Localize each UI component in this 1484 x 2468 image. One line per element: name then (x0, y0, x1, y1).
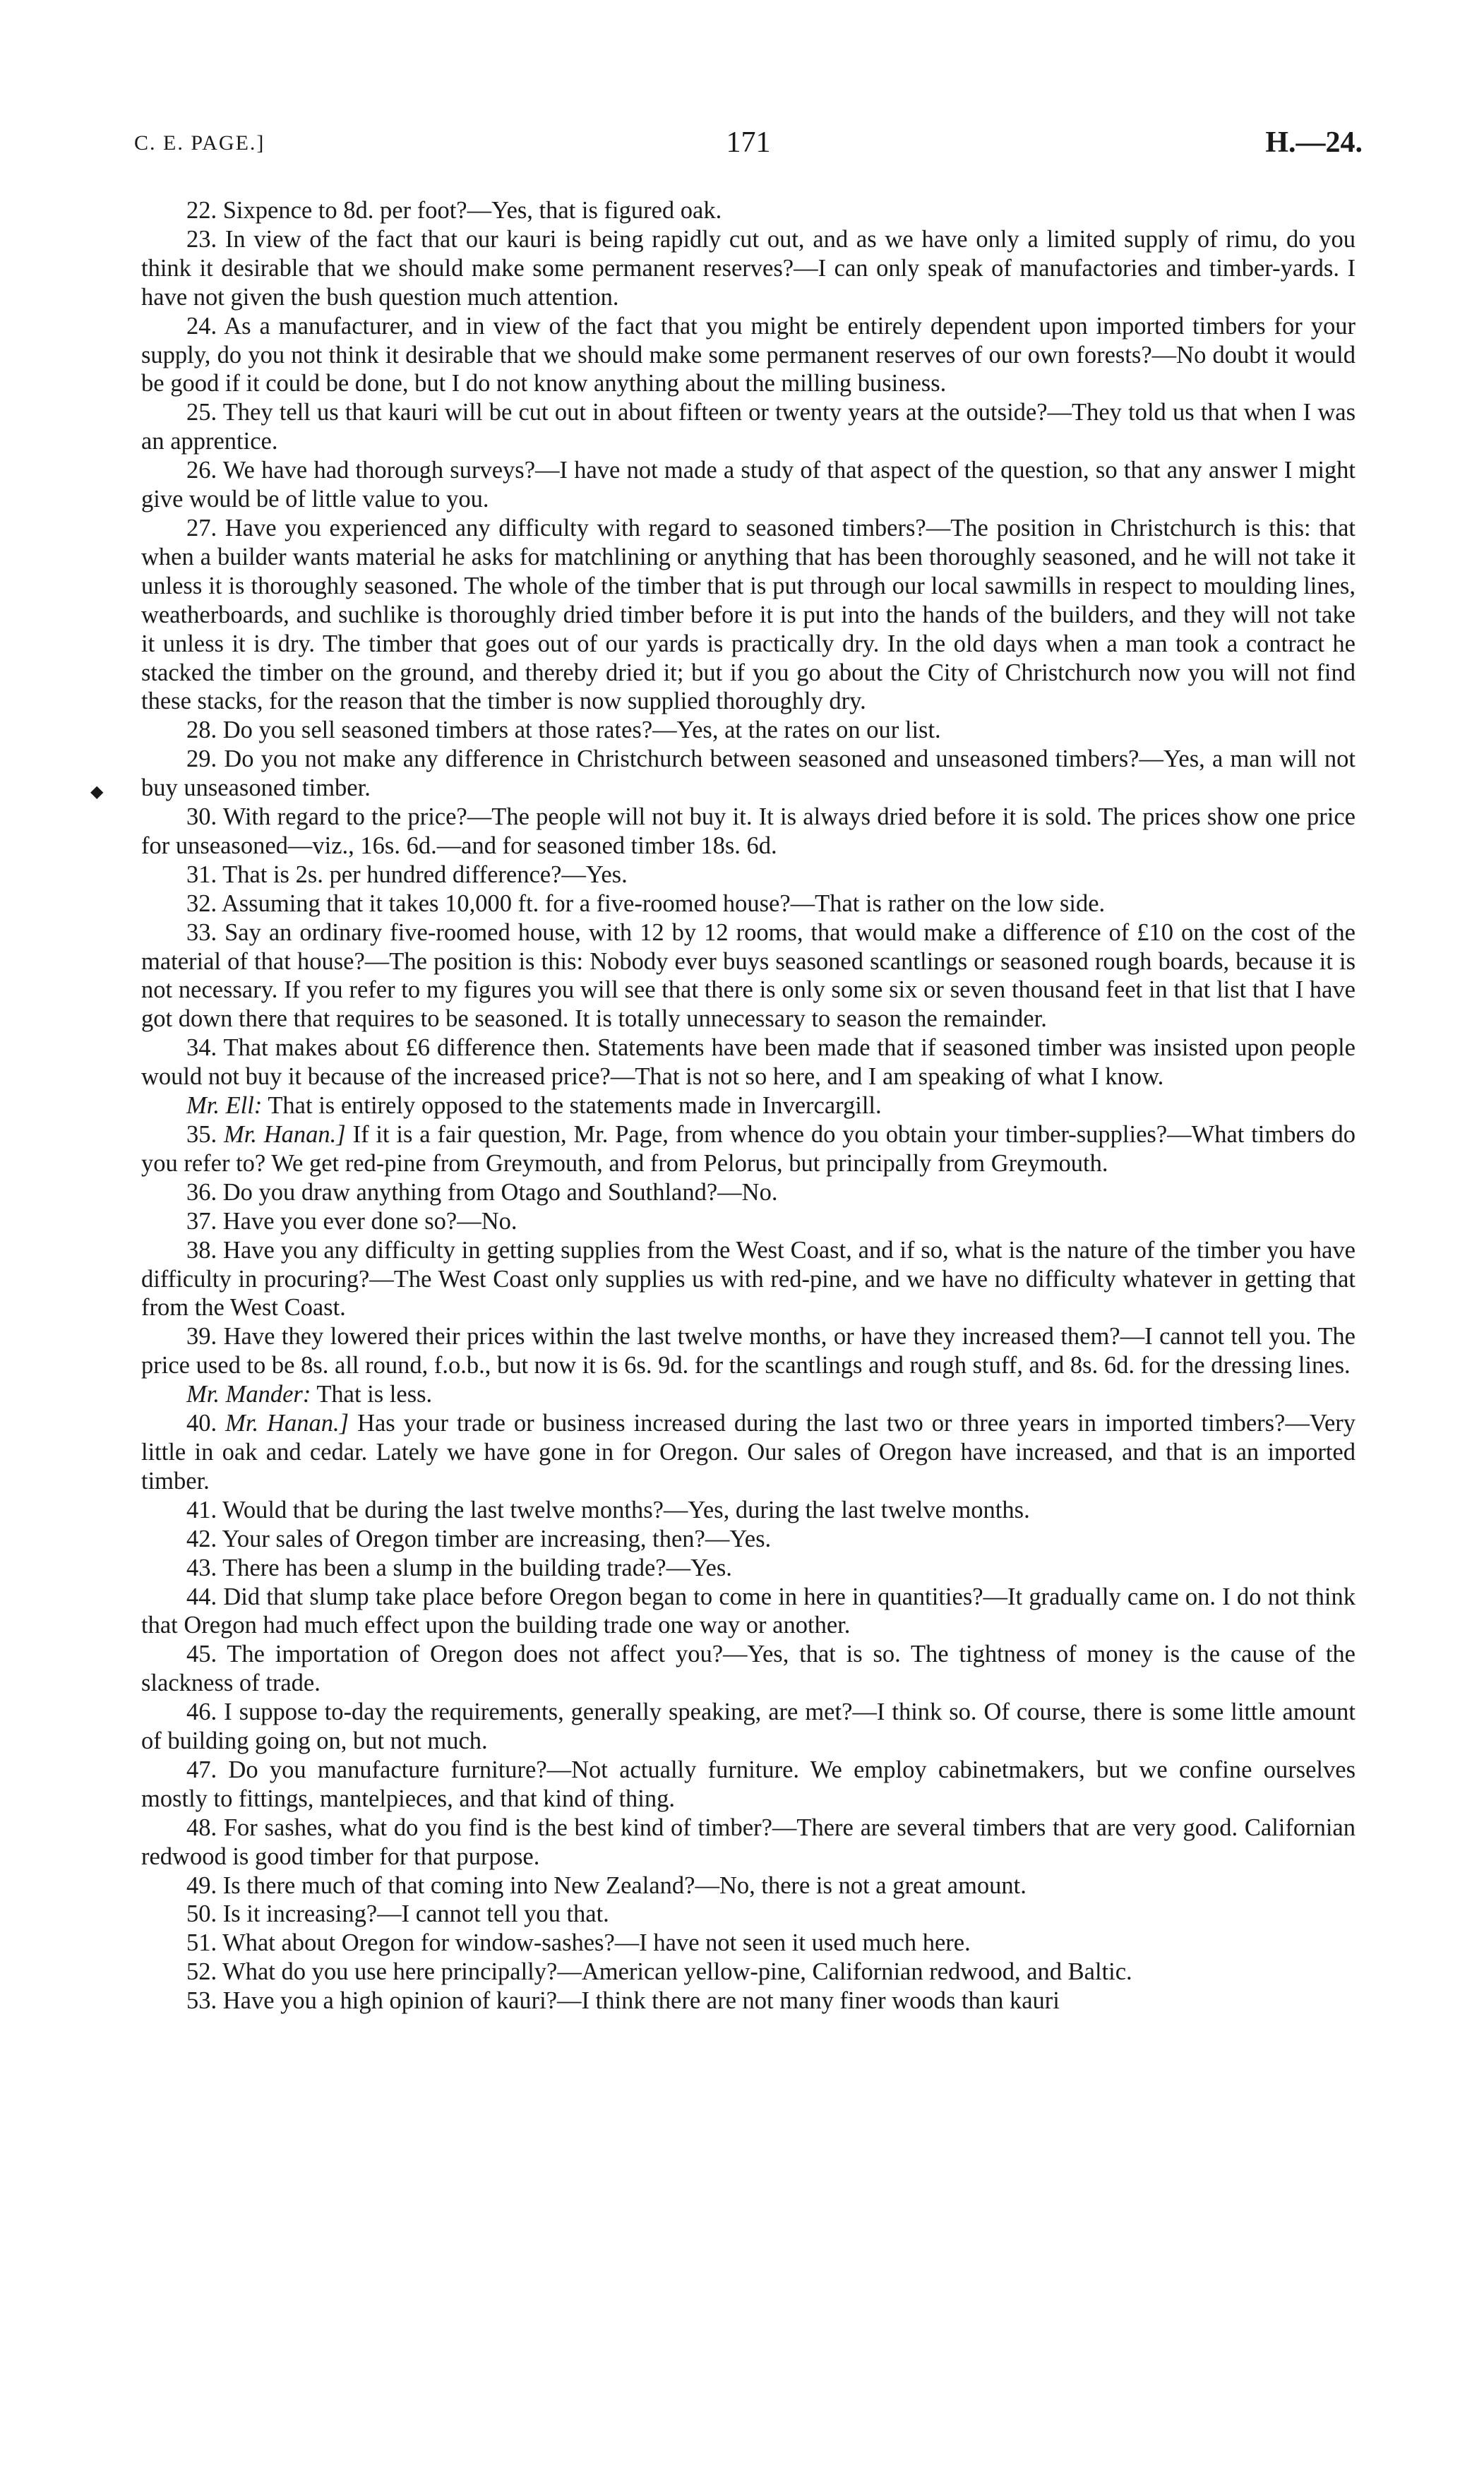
margin-bullet-icon: ◆ (90, 783, 104, 801)
paragraph-q28: 28. Do you sell seasoned timbers at those rates?—Yes, at the rates on our list. (186, 717, 941, 744)
paragraph-q52: 52. What do you use here principally?—American yellow-pine, Californian redwood, and Baltic. (186, 1958, 1132, 1986)
testimony-body (141, 196, 1356, 2015)
paragraph-q40 (141, 1409, 1356, 1496)
paragraph-q44: 44. Did that slump take place before Oregon began to come in here in quantities?—It gradually came on. I do not think that Oregon had much effect upon the building trade one way or another. (141, 1583, 1356, 1639)
paragraph-q46: 46. I suppose to-day the requirements, generally speaking, are met?—I think so. Of course, there is some little amount of building going on, but not much. (141, 1699, 1356, 1755)
question-text: Has your trade or business increased during the last two or three years in imported timbers?—Very little in oak and cedar. Lately we have gone in for Oregon. Our sales of Oregon have increased, and that is an imported timber. (141, 1410, 1356, 1494)
paragraph-q26: 26. We have had thorough surveys?—I have not made a study of that aspect of the question, so that any answer I might give would be of little value to you. (141, 457, 1356, 513)
paragraph-q29: 29. Do you not make any difference in Christchurch between seasoned and unseasoned timbers?—Yes, a man will not buy unseasoned timber. (141, 745, 1356, 802)
paragraph-q39: 39. Have they lowered their prices within the last twelve months, or have they increased them?—I cannot tell you. The price used to be 8s. all round, f.o.b., but now it is 6s. 9d. for the scantlings and rough stuff, and 8s. 6d. for the dressing lines. (141, 1323, 1356, 1379)
paragraph-q33: 33. Say an ordinary five-roomed house, with 12 by 12 rooms, that would make a difference of £10 on the cost of the material of that house?—The position is this: Nobody ever buys seasoned scantlings or seasoned rough boards, because it is not necessary. If you refer to my figures you will see that there is only some six or seven thousand feet in that list that I have got down there that requires to be seasoned. It is totally unnecessary to season the remainder. (141, 918, 1356, 1033)
paragraph-q32: 32. Assuming that it takes 10,000 ft. for a five-roomed house?—That is rather on the low side. (186, 889, 1106, 917)
paragraph-remark-mander (141, 1380, 1356, 1409)
paragraph-q31: 31. That is 2s. per hundred difference?—Yes. (186, 861, 628, 888)
header-witness-name: C. E. PAGE.] (134, 131, 265, 155)
question-number: 35. (186, 1121, 217, 1148)
paragraph-q45: 45. The importation of Oregon does not affect you?—Yes, that is so. The tightness of money is the cause of the slackness of trade. (141, 1641, 1356, 1697)
paragraph-q30: 30. With regard to the price?—The people will not buy it. It is always dried before it is sold. The prices show one price for unseasoned—viz., 16s. 6d.—and for seasoned timber 18s. 6d. (141, 803, 1356, 859)
paragraph-q36: 36. Do you draw anything from Otago and Southland?—No. (186, 1178, 778, 1206)
remark-text: That is entirely opposed to the statements made in Invercargill. (268, 1092, 882, 1120)
paragraph-q50: 50. Is it increasing?—I cannot tell you that. (186, 1900, 609, 1928)
paragraph-q48: 48. For sashes, what do you find is the best kind of timber?—There are several timbers that are very good. Californian redwood is good timber for that purpose. (141, 1814, 1356, 1870)
paragraph-q24: 24. As a manufacturer, and in view of the fact that you might be entirely dependent upon imported timbers for your supply, do you not think it desirable that we should make some permanent reserves of our own forests?—No doubt it would be good if it could be done, but I do not know anything about the milling business. (141, 312, 1356, 397)
speaker-label: Mr. Ell: (186, 1092, 263, 1120)
paragraph-q53: 53. Have you a high opinion of kauri?—I think there are not many finer woods than kauri (186, 1987, 1060, 2015)
paragraph-remark-ell (141, 1091, 1356, 1120)
paragraph-q27: 27. Have you experienced any difficulty with regard to seasoned timbers?—The position in Christchurch is this: that when a builder wants material he asks for matchlining or anything that has been thoroughly seasoned, and he will not take it unless it is thoroughly seasoned. The whole of the timber that is put through our local sawmills in respect to moulding lines, weatherboards, and suchlike is thoroughly dried timber before it is put into the hands of the builders, and they will not take it unless it is dry. The timber that goes out of our yards is practically dry. In the old days when a man took a contract he stacked the timber on the ground, and thereby dried it; but if you go about the City of Christchurch now you will not find these stacks, for the reason that the timber is now supplied thoroughly dry. (141, 514, 1356, 715)
document-reference: H.—24. (1265, 126, 1363, 159)
page-header (134, 126, 1363, 168)
paragraph-q49: 49. Is there much of that coming into New Zealand?—No, there is not a great amount. (186, 1871, 1027, 1899)
paragraph-q22: 22. Sixpence to 8d. per foot?—Yes, that is figured oak. (186, 197, 722, 224)
paragraph-q47: 47. Do you manufacture furniture?—Not actually furniture. We employ cabinetmakers, but we confine ourselves mostly to fittings, mantelpieces, and that kind of thing. (141, 1756, 1356, 1812)
remark-text: That is less. (316, 1381, 433, 1408)
paragraph-q41: 41. Would that be during the last twelve months?—Yes, during the last twelve months. (186, 1496, 1030, 1523)
speaker-label: Mr. Mander: (186, 1381, 311, 1408)
question-number: 40. (186, 1410, 217, 1437)
question-text: If it is a fair question, Mr. Page, from whence do you obtain your timber-supplies?—What timbers do you refer to? We get red-pine from Greymouth, and from Pelorus, but principally from Greymouth. (141, 1121, 1356, 1177)
page-number: 171 (726, 126, 771, 159)
paragraph-q38: 38. Have you any difficulty in getting supplies from the West Coast, and if so, what is the nature of the timber you have difficulty in procuring?—The West Coast only supplies us with red-pine, and we have no difficulty whatever in getting that from the West Coast. (141, 1236, 1356, 1322)
paragraph-q43: 43. There has been a slump in the building trade?—Yes. (186, 1554, 732, 1581)
paragraph-q34: 34. That makes about £6 difference then. Statements have been made that if seasoned timber was insisted upon people would not buy it because of the increased price?—That is not so here, and I am speaking of what I know. (141, 1034, 1356, 1091)
paragraph-q51: 51. What about Oregon for window-sashes?—I have not seen it used much here. (186, 1929, 971, 1957)
paragraph-q42: 42. Your sales of Oregon timber are increasing, then?—Yes. (186, 1525, 772, 1552)
speaker-label: Mr. Hanan.] (225, 1410, 349, 1437)
paragraph-q37: 37. Have you ever done so?—No. (186, 1207, 517, 1235)
paragraph-q35 (141, 1120, 1356, 1178)
paragraph-q23: 23. In view of the fact that our kauri is being rapidly cut out, and as we have only a limited supply of rimu, do you think it desirable that we should make some permanent reserves?—I can only speak of manufactories and timber-yards. I have not given the bush question much attention. (141, 225, 1356, 311)
speaker-label: Mr. Hanan.] (223, 1121, 346, 1148)
paragraph-q25: 25. They tell us that kauri will be cut out in about fifteen or twenty years at the outside?—They told us that when I was an apprentice. (141, 399, 1356, 455)
